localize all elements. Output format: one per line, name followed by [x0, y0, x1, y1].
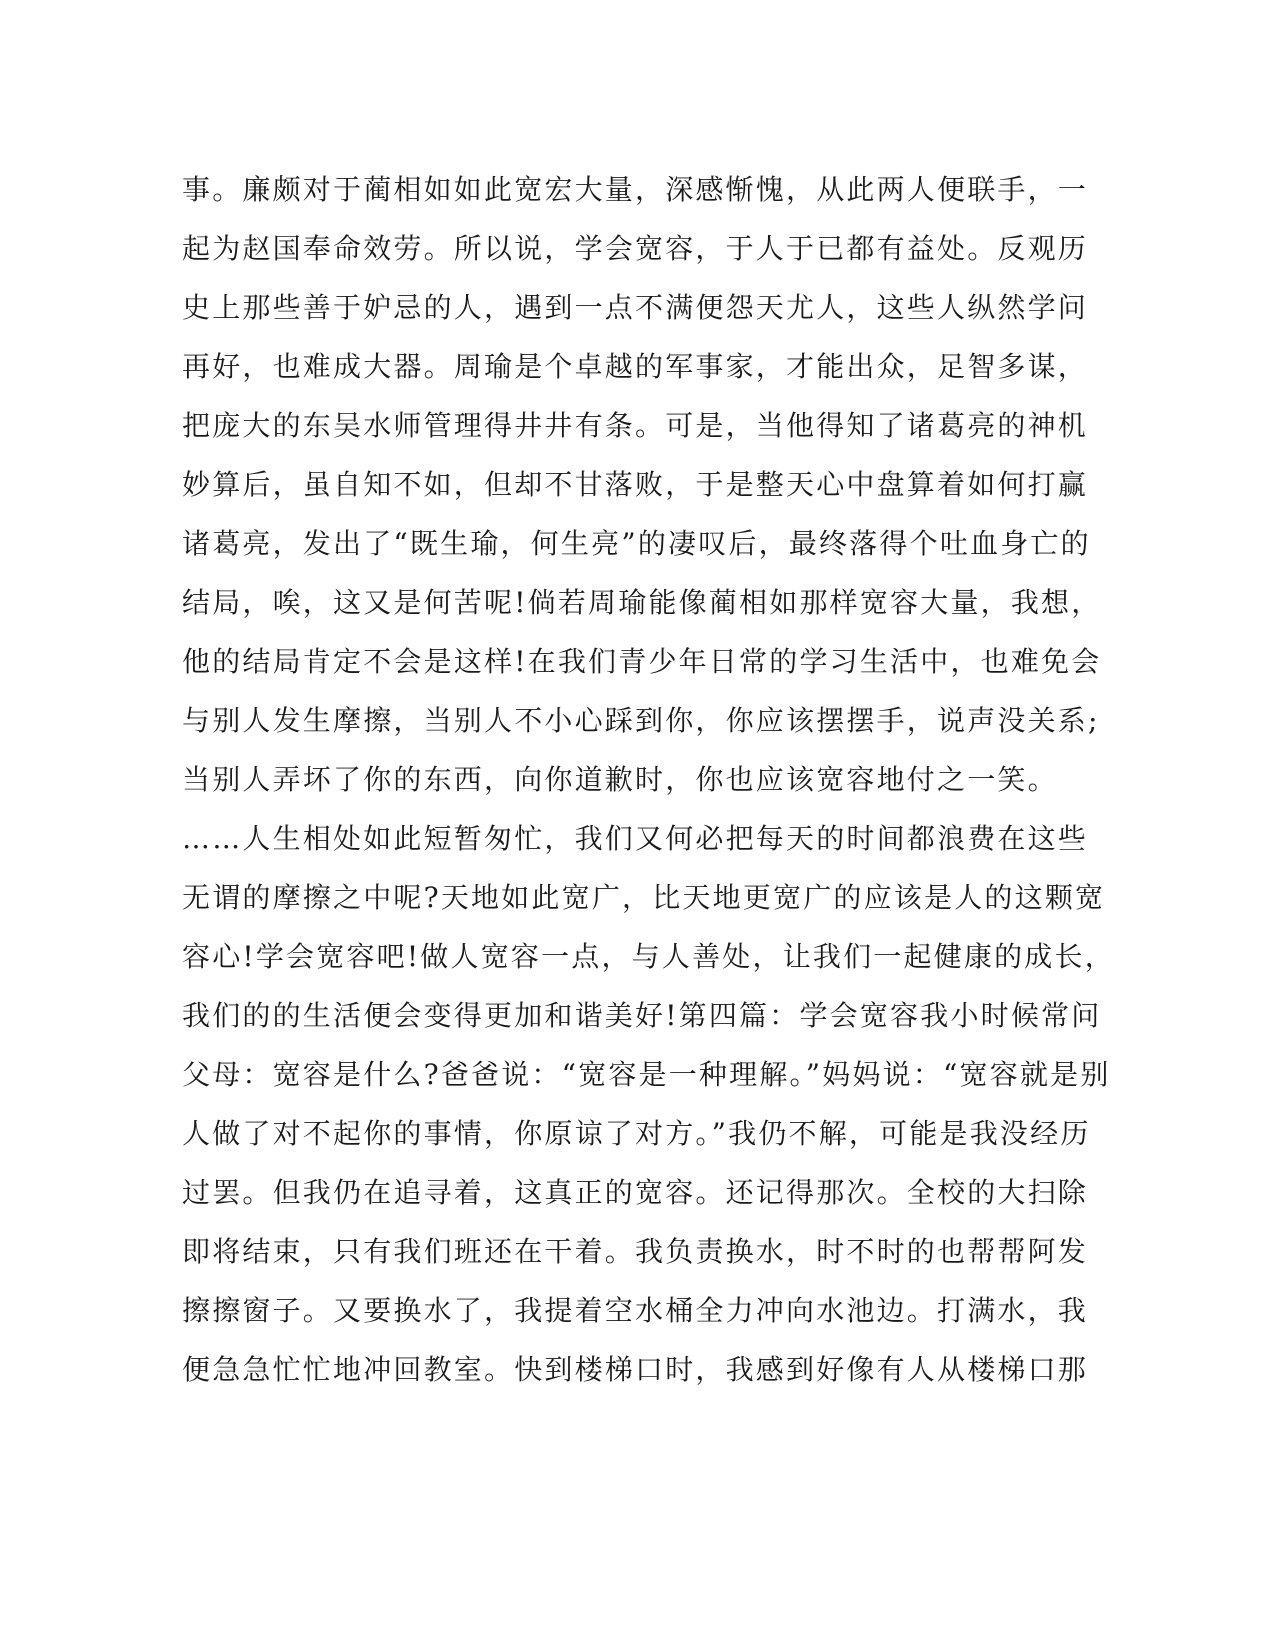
text-line: 便急急忙忙地冲回教室。快到楼梯口时，我感到好像有人从楼梯口那: [182, 1353, 1089, 1386]
text-line: 擦擦窗子。又要换水了，我提着空水桶全力冲向水池边。打满水，我: [182, 1294, 1089, 1327]
text-line: 容心!学会宽容吧!做人宽容一点，与人善处，让我们一起健康的成长，: [182, 940, 1115, 973]
text-line: 史上那些善于妒忌的人，遇到一点不满便怨天尤人，这些人纵然学问: [182, 291, 1089, 324]
text-line: 妙算后，虽自知不如，但却不甘落败，于是整天心中盘算着如何打赢: [182, 468, 1089, 501]
text-line: 诸葛亮，发出了“既生瑜，何生亮”的凄叹后，最终落得个吐血身亡的: [182, 527, 1091, 560]
text-line: 起为赵国奉命效劳。所以说，学会宽容，于人于已都有益处。反观历: [182, 232, 1089, 265]
text-line: 结局，唉，这又是何苦呢!倘若周瑜能像蔺相如那样宽容大量，我想，: [182, 586, 1102, 619]
text-line: 即将结束，只有我们班还在干着。我负责换水，时不时的也帮帮阿发: [182, 1235, 1089, 1268]
text-line: 我们的的生活便会变得更加和谐美好!第四篇：学会宽容我小时候常问: [182, 999, 1102, 1032]
text-line: 无谓的摩擦之中呢?天地如此宽广，比天地更宽广的应该是人的这颗宽: [182, 881, 1106, 914]
text-line: 人做了对不起你的事情，你原谅了对方。”我仍不解，可能是我没经历: [182, 1117, 1091, 1150]
text-line: 他的结局肯定不会是这样!在我们青少年日常的学习生活中，也难免会: [182, 645, 1102, 678]
text-line: 把庞大的东吴水师管理得井井有条。可是，当他得知了诸葛亮的神机: [182, 409, 1089, 442]
body-text: [182, 160, 1115, 1399]
text-line: ……人生相处如此短暂匆忙，我们又何必把每天的时间都浪费在这些: [182, 822, 1089, 855]
text-line: 父母：宽容是什么?爸爸说：“宽容是一种理解。”妈妈说：“宽容就是别: [182, 1058, 1111, 1091]
text-line: 当别人弄坏了你的东西，向你道歉时，你也应该宽容地付之一笑。: [182, 763, 1058, 796]
text-line: 与别人发生摩擦，当别人不小心踩到你，你应该摆摆手，说声没关系;: [182, 704, 1100, 737]
text-line: 再好，也难成大器。周瑜是个卓越的军事家，才能出众，足智多谋，: [182, 350, 1089, 383]
text-line: 过罢。但我仍在追寻着，这真正的宽容。还记得那次。全校的大扫除: [182, 1176, 1089, 1209]
text-line: 事。廉颇对于蔺相如如此宽宏大量，深感惭愧，从此两人便联手，一: [182, 173, 1089, 206]
